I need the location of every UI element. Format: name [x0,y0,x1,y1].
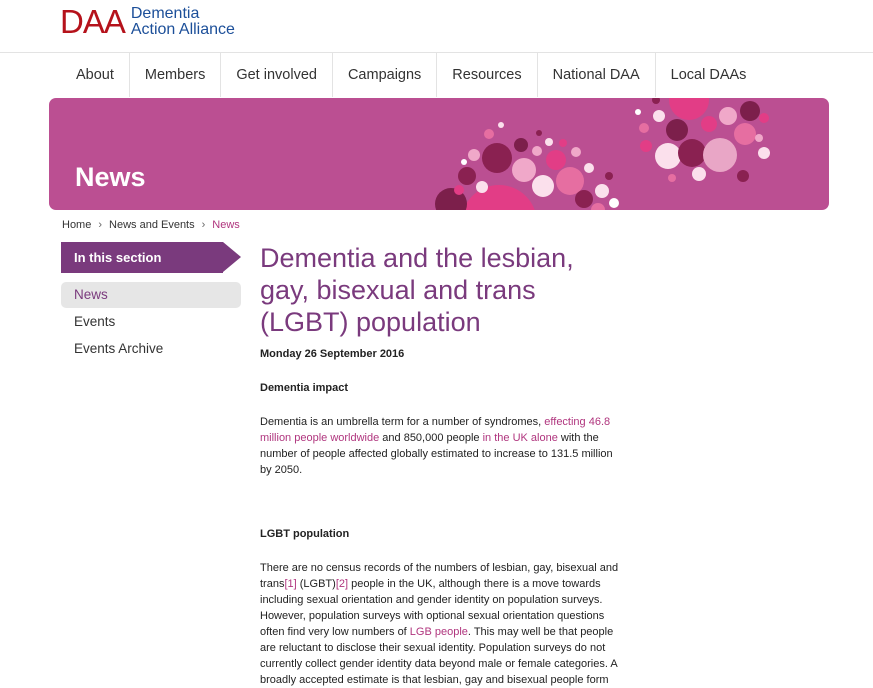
article-title: Dementia and the lesbian, gay, bisexual and trans (LGBT) population [260,243,574,337]
breadcrumb-separator: › [98,219,103,231]
breadcrumb [62,219,240,231]
text-run: There are no census records of the numbers of lesbian, gay, bisexual and trans [260,562,619,590]
sidebar-heading: In this section [61,242,223,273]
text-run: Dementia is an umbrella term for a number of syndromes, [260,416,545,428]
footnote-link-2[interactable]: [2] [335,578,349,590]
link-lgb-people[interactable]: LGB people [409,626,468,638]
breadcrumb-separator: › [201,219,206,231]
section-sidebar [61,242,241,362]
text-run: and 850,000 people [379,432,483,444]
breadcrumb-news-and-events[interactable]: News and Events [109,219,195,231]
site-header [0,0,873,53]
link-worldwide-figures[interactable]: effecting 46.8 million people worldwide [260,416,611,444]
link-uk-figures[interactable]: in the UK alone [482,432,558,444]
dot-cluster-right [635,98,770,182]
breadcrumb-current: News [212,219,240,231]
nav-resources[interactable]: Resources [437,53,537,97]
page-banner [49,98,829,210]
article [260,242,620,688]
sidebar-item-events-archive[interactable]: Events Archive [74,341,164,356]
text-run: . This may well be that people are reluctant to disclose their sexual identity. Population surveys do not currently collect gender identity data beyond male or female categories. A broadly accepted estimate is that lesbian, gay and bisexual people form [260,626,618,686]
banner-title: News [75,162,146,192]
logo-line2: Action Alliance [130,20,235,38]
nav-about[interactable]: About [61,53,130,97]
text-run: (LGBT) [296,578,336,590]
nav-local-daas[interactable]: Local DAAs [670,67,747,83]
nav-campaigns[interactable]: Campaigns [333,53,437,97]
paragraph-dementia-impact [260,414,620,478]
article-date: Monday 26 September 2016 [260,348,405,360]
subheading-dementia-impact: Dementia impact [260,382,349,394]
text-run: people in the UK, although there is a move towards including sexual orientation and gender identity on population surveys. However, population surveys with optional sexual orientation questions often find very low numbers of [260,578,605,638]
nav-national-daa[interactable]: National DAA [538,53,656,97]
nav-get-involved[interactable]: Get involved [221,53,333,97]
dot-cluster-left [435,122,619,210]
sidebar-item-events[interactable]: Events [74,314,116,329]
paragraph-lgbt-population [260,560,620,688]
subheading-lgbt-population: LGBT population [260,528,350,540]
nav-members[interactable]: Members [130,53,221,97]
daa-logo[interactable] [60,5,235,38]
logo-mark: DAA [60,3,125,40]
sidebar-item-news[interactable]: News [61,282,241,308]
footnote-link-1[interactable]: [1] [284,578,297,590]
logo-line1: Dementia [130,4,200,22]
text-run: with the number of people affected globally estimated to increase to 131.5 million by 2050. [260,432,613,476]
breadcrumb-home[interactable]: Home [62,219,92,231]
main-nav [61,53,761,97]
banner-dots-graphic [49,98,829,210]
logo-text [131,6,235,38]
